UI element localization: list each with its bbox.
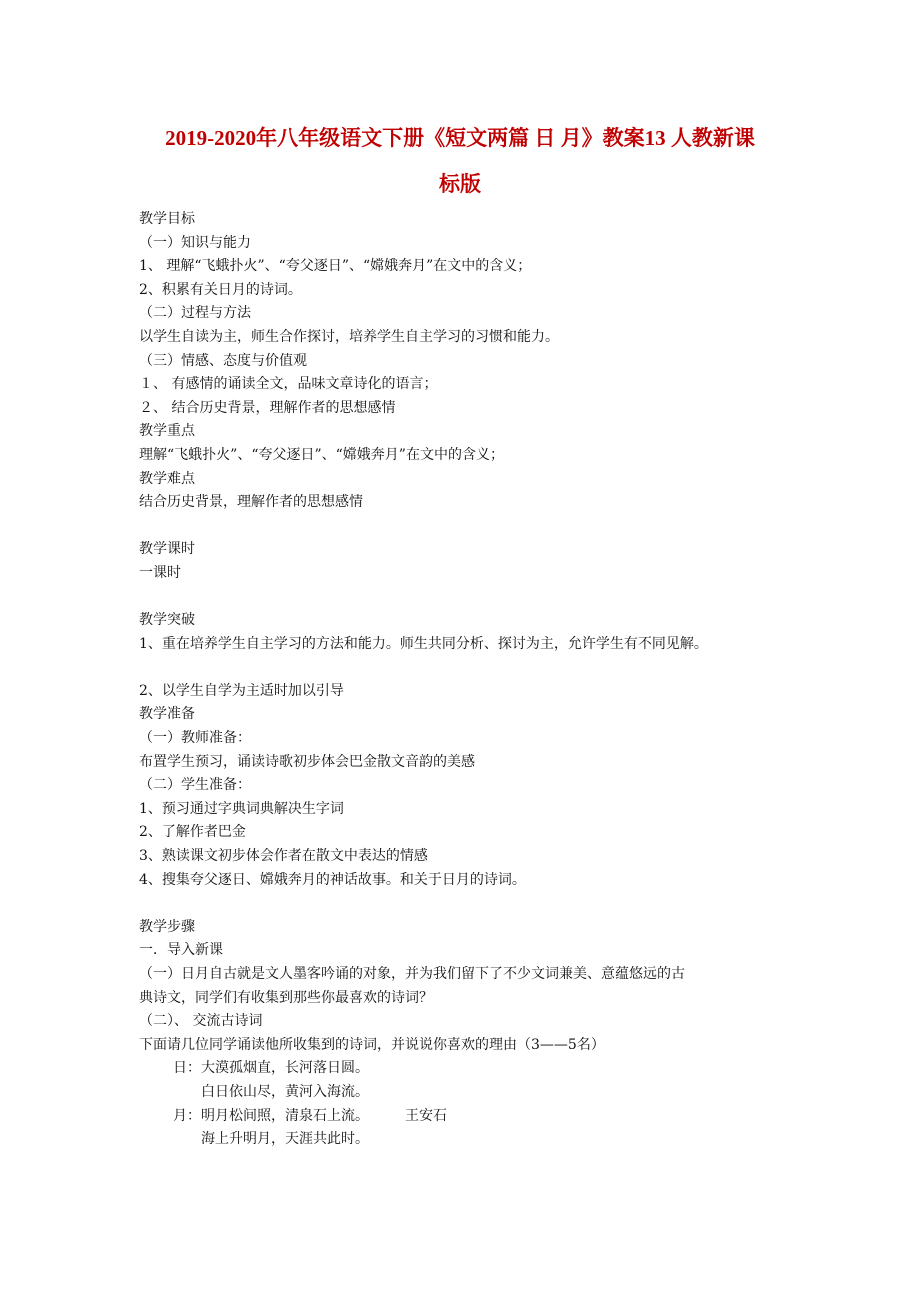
document-title-line-1: 2019-2020年八年级语文下册《短文两篇 日 月》教案13 人教新课 (165, 126, 755, 150)
class-hours-heading: 教学课时 (139, 541, 195, 558)
step-1-sub2-heading: （二）、 交流古诗词 (139, 1013, 263, 1030)
preparation-teacher-heading: （一）教师准备： (139, 730, 251, 747)
objectives-heading: 教学目标 (139, 211, 195, 227)
poem-moon-author: 王安石 (405, 1107, 447, 1124)
preparation-student-item-3: 3、熟读课文初步体会作者在散文中表达的情感 (139, 848, 428, 865)
objectives-part3-item-2: ２、 结合历史背景，理解作者的思想感情 (139, 399, 396, 416)
poem-moon-line-1-text: 月：明月松间照，清泉石上流。 (173, 1107, 369, 1124)
poem-sun-line-2: 白日依山尽，黄河入海流。 (201, 1083, 369, 1100)
poem-moon-line-2: 海上升明月，天涯共此时。 (201, 1131, 369, 1148)
objectives-part3-item-1: １、 有感情的诵读全文，品味文章诗化的语言； (139, 376, 438, 393)
preparation-student-heading: （二）学生准备： (139, 777, 251, 794)
breakthrough-heading: 教学突破 (139, 612, 195, 629)
step-1-sub2-text: 下面请几位同学诵读他所收集到的诗词，并说说你喜欢的理由（3——5名） (139, 1036, 605, 1053)
objectives-part2-text: 以学生自读为主，师生合作探讨，培养学生自主学习的习惯和能力。 (139, 328, 559, 345)
poem-moon-line-1 (139, 1105, 799, 1129)
blank-line (139, 586, 799, 610)
poem-sun-line-1: 日：大漠孤烟直，长河落日圆。 (173, 1060, 369, 1077)
key-points-heading: 教学重点 (139, 423, 195, 440)
blank-line (139, 515, 799, 539)
class-hours-text: 一课时 (139, 564, 181, 581)
step-1-sub1-line-2: 典诗文，同学们有收集到那些你最喜欢的诗词？ (139, 989, 433, 1006)
breakthrough-item-1: 1、重在培养学生自主学习的方法和能力。师生共同分析、探讨为主，允许学生有不同见解。 (139, 635, 708, 652)
preparation-teacher-text: 布置学生预习，诵读诗歌初步体会巴金散文音韵的美感 (139, 753, 475, 770)
objectives-part1-item-2: 2、积累有关日月的诗词。 (139, 281, 302, 298)
preparation-student-item-2: 2、了解作者巴金 (139, 824, 246, 841)
blank-line (139, 892, 799, 916)
objectives-part1-heading: （一）知识与能力 (139, 234, 251, 251)
step-1-sub1-line-1: （一）日月自古就是文人墨客吟诵的对象，并为我们留下了不少文词兼美、意蕴悠远的古 (139, 966, 685, 982)
preparation-heading: 教学准备 (139, 706, 195, 723)
difficulties-text: 结合历史背景，理解作者的思想感情 (139, 494, 363, 511)
key-points-text: 理解“飞蛾扑火”、“夸父逐日”、“嫦娥奔月”在文中的含义； (139, 446, 504, 463)
difficulties-heading: 教学难点 (139, 470, 195, 487)
objectives-part1-item-1: 1、 理解“飞蛾扑火”、“夸父逐日”、“嫦娥奔月”在文中的含义； (139, 258, 532, 275)
preparation-student-item-1: 1、预习通过字典词典解决生字词 (139, 800, 344, 817)
document-body (139, 208, 799, 1152)
objectives-part2-heading: （二）过程与方法 (139, 305, 251, 322)
breakthrough-item-2: 2、以学生自学为主适时加以引导 (139, 682, 344, 699)
document-title-line-2: 标版 (439, 172, 481, 196)
preparation-student-item-4: 4、搜集夸父逐日、嫦娥奔月的神话故事。和关于日月的诗词。 (139, 871, 526, 888)
blank-line (139, 656, 799, 680)
steps-heading: 教学步骤 (139, 918, 195, 935)
objectives-part3-heading: （三）情感、态度与价值观 (139, 352, 307, 369)
step-1-heading: 一．导入新课 (139, 942, 223, 959)
